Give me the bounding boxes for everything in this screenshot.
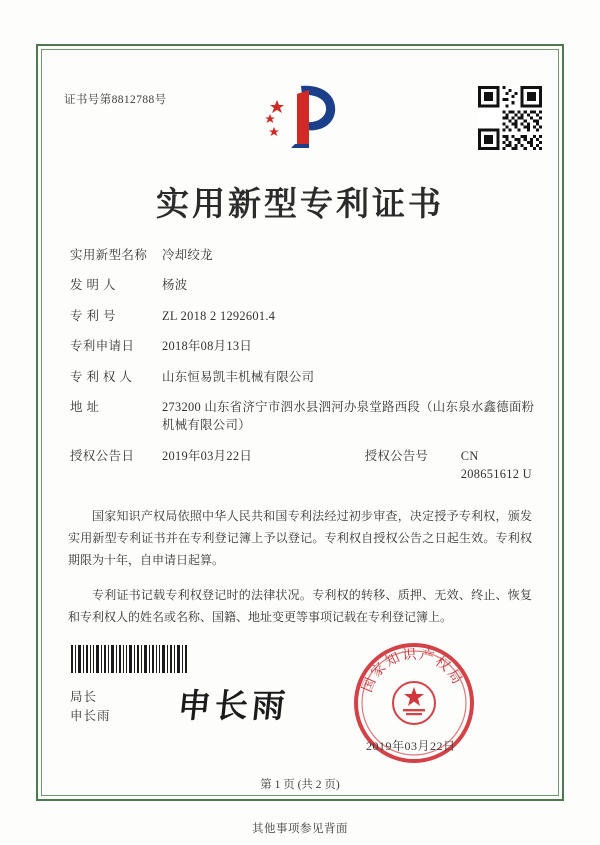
- field-row-patentee: [70, 369, 540, 387]
- seal-date: 2019年03月22日: [366, 739, 456, 753]
- field-value: 2018年08月13日: [162, 339, 253, 354]
- field-list: [70, 247, 540, 496]
- field-label: 专利申请日: [70, 339, 135, 354]
- handwritten-signature: 申长雨: [175, 686, 291, 725]
- paragraph-1: 国家知识产权局依照中华人民共和国专利法经过初步审查，决定授予专利权，颁发实用新型专利证书并在专利登记簿上予以登记。专利权自授权公告之日起生效。专利权期限为十年，自申请日起算。: [68, 509, 532, 568]
- field-row-application-date: [70, 338, 540, 356]
- signature-block: [70, 688, 111, 727]
- field-label: 授权公告日: [70, 448, 135, 463]
- grant-number-value: CN 208651612 U: [460, 448, 532, 481]
- director-name-label: 申长雨: [70, 709, 111, 724]
- field-row-inventor: [70, 277, 540, 295]
- field-row-patent-number: [70, 308, 540, 326]
- field-label: 专 利 权 人: [70, 369, 133, 384]
- director-role-label: 局长: [70, 690, 98, 704]
- field-value: 冷却绞龙: [162, 248, 213, 262]
- field-label: 实用新型名称: [70, 248, 148, 262]
- patent-logo-icon: [257, 78, 343, 154]
- field-value: 山东恒易凯丰机械有限公司: [162, 369, 315, 384]
- certificate-number: 证书号第8812788号: [64, 94, 167, 106]
- field-value: ZL 2018 2 1292601.4: [162, 308, 276, 323]
- grant-date-value: 2019年03月22日: [162, 448, 253, 463]
- field-label: 专 利 号: [70, 308, 116, 323]
- field-row-grant-announcement: [70, 448, 540, 484]
- paragraph-2: 专利证书记载专利权登记时的法律状况。专利权的转移、质押、无效、终止、恢复和专利权人的姓名或名称、国籍、地址变更等事项记载在专利登记簿上。: [68, 587, 532, 624]
- page-title: 实用新型专利证书: [156, 184, 444, 223]
- grant-number-label: 授权公告号: [364, 448, 429, 463]
- field-label: 发 明 人: [70, 278, 116, 293]
- field-row-invention-name: [70, 247, 540, 265]
- field-label: 地 址: [70, 400, 100, 415]
- page-indicator: 第 1 页 (共 2 页): [260, 779, 340, 791]
- field-value: 273200 山东省济宁市泗水县泗河办泉堂路西段（山东泉水鑫德面粉机械有限公司）: [162, 400, 535, 433]
- legal-text-block: [68, 505, 532, 640]
- barcode: [70, 645, 190, 673]
- svg-text:国家知识产权局: 国家知识产权局: [359, 646, 466, 695]
- field-value: 杨波: [162, 278, 188, 293]
- footer-note: 其他事项参见背面: [252, 823, 348, 835]
- field-row-address: [70, 399, 540, 435]
- qr-code: [478, 86, 542, 150]
